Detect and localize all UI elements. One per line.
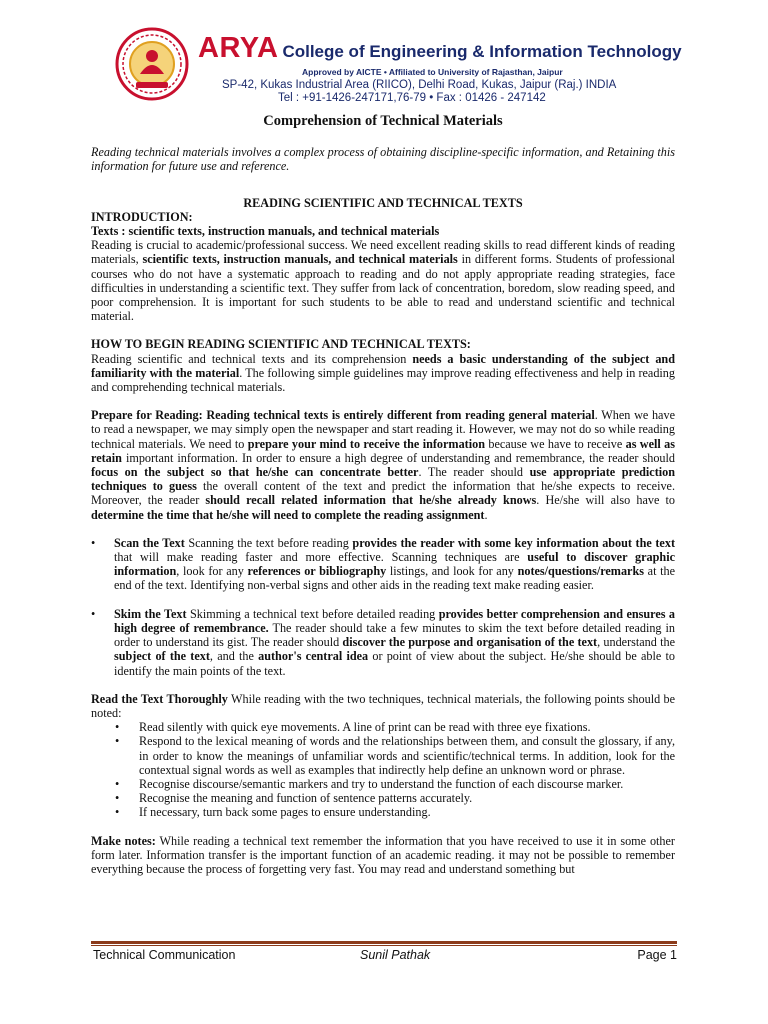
paragraph-read-thoroughly: Read the Text Thoroughly While reading with the two techniques, technical materials, the following points should be noted: [91,691,676,720]
paragraph-make-notes: Make notes: While reading a technical text remember the information that you have received to use it in some other form later. Information transfer is the important function of an academic reading. it may not be possible to remember everything because the process of forgetting very fast. You may read and understand something but [91,833,675,876]
paragraph-introduction: Reading is crucial to academic/professional success. We need excellent reading skills to read different kinds of reading materials, scientific texts, instruction manuals, and technical materials in different forms. Students of professional courses who do not have a systematic approach to reading and do not apply appropriate reading strategies, face difficulties in understanding a scientific text. They suffer from lack of concentration, boredom, slow reading speed, and poor comprehension. It is important for such students to be able to read and understand scientific and technical material. [91,238,675,324]
contact-line: Tel : +91-1426-247171,76-79 • Fax : 01426 - 247142 [278,92,546,104]
list-item: • Recognise discourse/semantic markers and try to understand the function of each discourse marker. [115,777,675,791]
document-title: Comprehension of Technical Materials [263,113,503,129]
college-name [198,32,682,65]
college-brand: ARYA [198,32,279,64]
footer-rule-thin [91,945,677,946]
paragraph-prepare: Prepare for Reading: Reading technical texts is entirely different from reading general material. When we have to read a newspaper, we may simply open the newspaper and start reading it. However, we may not do so while reading technical materials. We need to prepare your mind to receive the information because we have to receive as well as retain important information. In order to ensure a high degree of understanding and remembrance, the reader should focus on the subject so that he/she can concentrate better. The reader should use appropriate prediction techniques to guess the overall content of the text and predict the information that he/she expects to receive. Moreover, the reader should recall related information that he/she already knows. He/she will also have to determine the time that he/she will need to complete the reading assignment. [91,408,676,522]
how-to-heading: HOW TO BEGIN READING SCIENTIFIC AND TECHNICAL TEXTS: [91,337,471,352]
introduction-heading: INTRODUCTION: [91,209,193,224]
list-item: • Recognise the meaning and function of sentence patterns accurately. [115,791,675,805]
page-number: Page 1 [637,948,677,962]
list-item-skim: • Skim the Text Skimming a technical text before detailed reading provides better comprehension and ensures a high degree of remembrance. The reader should take a few minutes to skim the text before detailed reading in order to understand its gist. The reader should discover the purpose and organisation of the text, understand the subject of the text, and the author's central idea or point of view about the subject. He/she should be able to identify the main points of the text. [91,607,675,678]
footer-rule [91,941,677,944]
list-item: • If necessary, turn back some pages to ensure understanding. [115,805,675,819]
list-item: • Read silently with quick eye movements. A line of print can be read with three eye fixations. [115,720,675,734]
address-line: SP-42, Kukas Industrial Area (RIICO), Delhi Road, Kukas, Jaipur (Raj.) INDIA [222,79,617,91]
texts-subheading: Texts : scientific texts, instruction manuals, and technical materials [91,224,440,239]
affiliation-line: Approved by AICTE • Affiliated to University of Rajasthan, Jaipur [302,67,563,77]
footer-author: Sunil Pathak [360,948,431,962]
section-heading: READING SCIENTIFIC AND TECHNICAL TEXTS [243,195,523,210]
document-body [91,112,675,876]
technique-list [91,536,675,678]
letterhead [92,22,680,106]
footer-course: Technical Communication [93,948,236,962]
list-item-scan: • Scan the Text Scanning the text before reading provides the reader with some key information about the text that will make reading faster and more effective. Scanning techniques are useful to discover graphic information, look for any references or bibliography listings, and look for any notes/questions/remarks at the end of the text. Identifying non-verbal signs and other aids in the reading text make reading easier. [91,536,675,593]
list-item: • Respond to the lexical meaning of words and the relationships between them, and consult the glossary, if any, in order to know the meanings of unfamiliar words and scientific/technical terms. In addition, look for the contextual signal words as well as examples that indirectly help define an unknown word or phrase. [115,734,675,777]
reading-points-list [91,720,675,819]
intro-paragraph: Reading technical materials involves a complex process of obtaining discipline-specific information, and Retaining this information for future use and reference. [91,145,675,174]
college-seal-icon [114,26,190,102]
paragraph-how-to: Reading scientific and technical texts and its comprehension needs a basic understanding of the subject and familiarity with the material. The following simple guidelines may improve reading effectiveness and help in reading and comprehending technical materials. [91,351,675,395]
college-full-name: College of Engineering & Information Technology [282,42,682,61]
